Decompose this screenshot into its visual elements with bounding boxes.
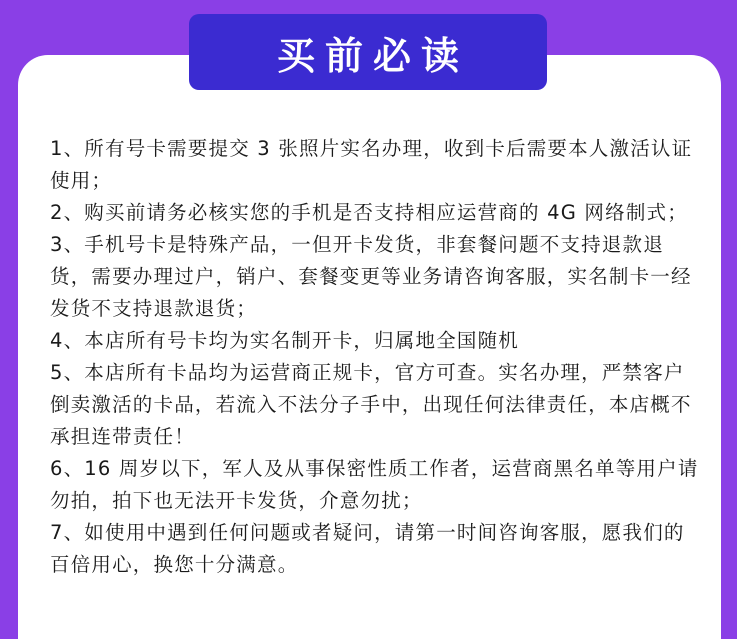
page-title: 买前必读: [189, 14, 547, 90]
notice-item-2: 2、购买前请务必核实您的手机是否支持相应运营商的 4G 网络制式；: [50, 201, 688, 224]
notice-item-5: 5、本店所有卡品均为运营商正规卡，官方可查。实名办理，严禁客户倒卖激活的卡品，若流入不法分子手中，出现任何法律责任，本店概不承担连带责任！: [50, 361, 692, 448]
notice-item-1: 1、所有号卡需要提交 3 张照片实名办理，收到卡后需要本人激活认证使用；: [50, 137, 693, 192]
notice-item-4: 4、本店所有号卡均为实名制开卡，归属地全国随机: [50, 329, 520, 352]
notice-list: [50, 133, 700, 581]
notice-item-6: 6、16 周岁以下，军人及从事保密性质工作者，运营商黑名单等用户请勿拍，拍下也无法开卡发货，介意勿扰；: [50, 457, 699, 512]
notice-item-7: 7、如使用中遇到任何问题或者疑问，请第一时间咨询客服，愿我们的百倍用心，换您十分满意。: [50, 521, 685, 576]
notice-item-3: 3、手机号卡是特殊产品，一但开卡发货，非套餐问题不支持退款退货，需要办理过户，销户、套餐变更等业务请咨询客服，实名制卡一经发货不支持退款退货；: [50, 233, 692, 320]
